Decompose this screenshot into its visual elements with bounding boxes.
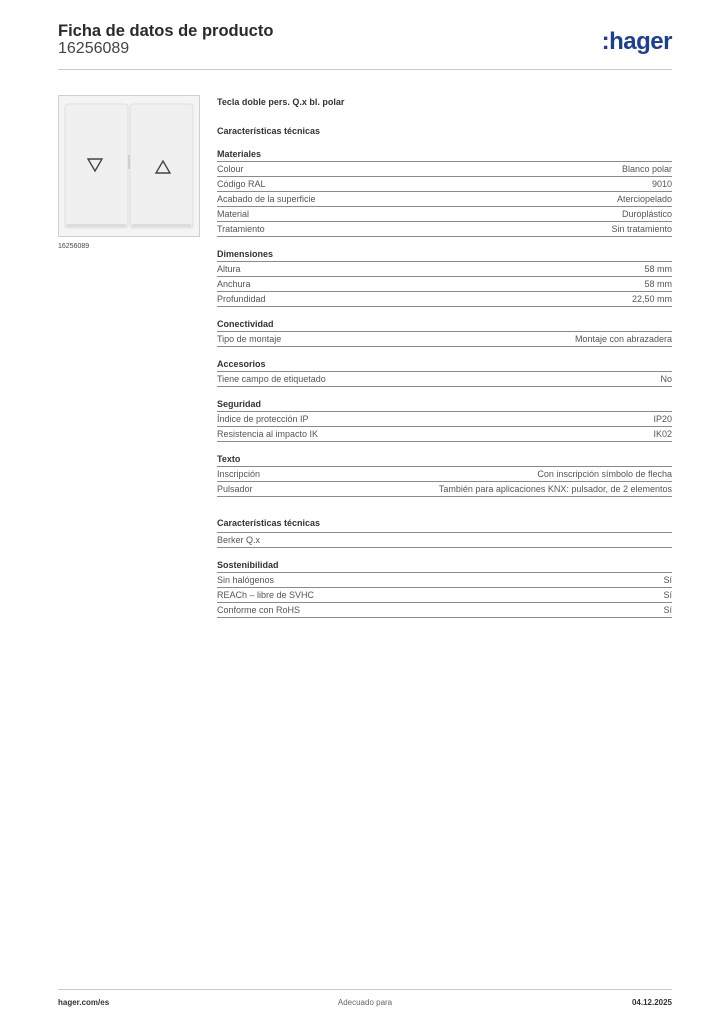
page-title: Ficha de datos de producto xyxy=(58,22,274,40)
page-footer xyxy=(58,989,672,1014)
section-materiales xyxy=(217,148,672,237)
spec-row xyxy=(217,262,672,277)
spec-row xyxy=(217,177,672,192)
spec-label: Material xyxy=(217,209,250,219)
spec-row xyxy=(217,573,672,588)
spec-label: Tiene campo de etiquetado xyxy=(217,374,326,384)
spec-value: Blanco polar xyxy=(621,164,672,174)
spec-label: Sin halógenos xyxy=(217,575,275,585)
spec-label: Acabado de la superficie xyxy=(217,194,316,204)
spec-row xyxy=(217,427,672,442)
spec-label: Profundidad xyxy=(217,294,266,304)
spec-content xyxy=(217,95,672,618)
spec-value: Sí xyxy=(663,605,672,615)
product-name: Tecla doble pers. Q.x bl. polar xyxy=(217,97,345,107)
footer-website-link[interactable]: hager.com/es xyxy=(58,998,110,1007)
spec-value: No xyxy=(660,374,672,384)
section-title: Materiales xyxy=(217,148,672,162)
spec-row xyxy=(217,603,672,618)
spec-row xyxy=(217,332,672,347)
spec-label: Inscripción xyxy=(217,469,261,479)
product-image xyxy=(58,95,200,237)
section-title: Accesorios xyxy=(217,358,672,372)
section-title: Dimensiones xyxy=(217,248,672,262)
footer-center-text: Adecuado para xyxy=(337,998,393,1007)
double-key-switch-icon xyxy=(59,96,199,236)
section-accesorios xyxy=(217,358,672,387)
hager-logo: :hager xyxy=(601,28,672,55)
technical-heading: Características técnicas xyxy=(217,126,321,136)
spec-value: 22,50 mm xyxy=(631,294,672,304)
page-header xyxy=(58,22,672,70)
image-caption: 16256089 xyxy=(58,243,90,250)
spec-row xyxy=(217,412,672,427)
second-technical-heading: Características técnicas xyxy=(217,518,321,528)
spec-value: 58 mm xyxy=(644,279,672,289)
spec-label: Pulsador xyxy=(217,484,253,494)
spec-row xyxy=(217,482,672,497)
spec-row xyxy=(217,207,672,222)
spec-value: Aterciopelado xyxy=(616,194,672,204)
spec-row xyxy=(217,533,672,548)
section-texto xyxy=(217,453,672,497)
spec-value: Sí xyxy=(663,590,672,600)
spec-value: Sí xyxy=(663,575,672,585)
spec-label: Conforme con RoHS xyxy=(217,605,301,615)
spec-row xyxy=(217,162,672,177)
section-title: Texto xyxy=(217,453,672,467)
product-code: 16256089 xyxy=(58,40,130,57)
spec-row xyxy=(217,292,672,307)
spec-label: Anchura xyxy=(217,279,251,289)
spec-label: Colour xyxy=(217,164,244,174)
spec-value: Con inscripción símbolo de flecha xyxy=(537,469,672,479)
spec-row xyxy=(217,588,672,603)
spec-row xyxy=(217,372,672,387)
spec-value: 58 mm xyxy=(644,264,672,274)
spec-label: Berker Q.x xyxy=(217,535,261,545)
footer-date: 04.12.2025 xyxy=(631,998,672,1007)
spec-label: Altura xyxy=(217,264,241,274)
section-seguridad xyxy=(217,398,672,442)
spec-value: IK02 xyxy=(653,429,672,439)
spec-label: Resistencia al impacto IK xyxy=(217,429,319,439)
spec-label: REACh – libre de SVHC xyxy=(217,590,315,600)
spec-value: IP20 xyxy=(653,414,672,424)
section-title: Seguridad xyxy=(217,398,672,412)
spec-label: Tratamiento xyxy=(217,224,265,234)
spec-value: Sin tratamiento xyxy=(611,224,672,234)
spec-label: Código RAL xyxy=(217,179,266,189)
spec-row xyxy=(217,222,672,237)
spec-row xyxy=(217,277,672,292)
spec-value: 9010 xyxy=(651,179,672,189)
section-title: Conectividad xyxy=(217,318,672,332)
spec-row xyxy=(217,192,672,207)
section-title: Sostenibilidad xyxy=(217,559,672,573)
section-conectividad xyxy=(217,318,672,347)
spec-value: Montaje con abrazadera xyxy=(574,334,672,344)
section-sostenibilidad xyxy=(217,559,672,618)
section-dimensiones xyxy=(217,248,672,307)
spec-value: Duroplástico xyxy=(621,209,672,219)
spec-row xyxy=(217,467,672,482)
spec-value: También para aplicaciones KNX: pulsador, de 2 elementos xyxy=(438,484,672,494)
spec-label: Índice de protección IP xyxy=(217,414,309,424)
spec-label: Tipo de montaje xyxy=(217,334,282,344)
